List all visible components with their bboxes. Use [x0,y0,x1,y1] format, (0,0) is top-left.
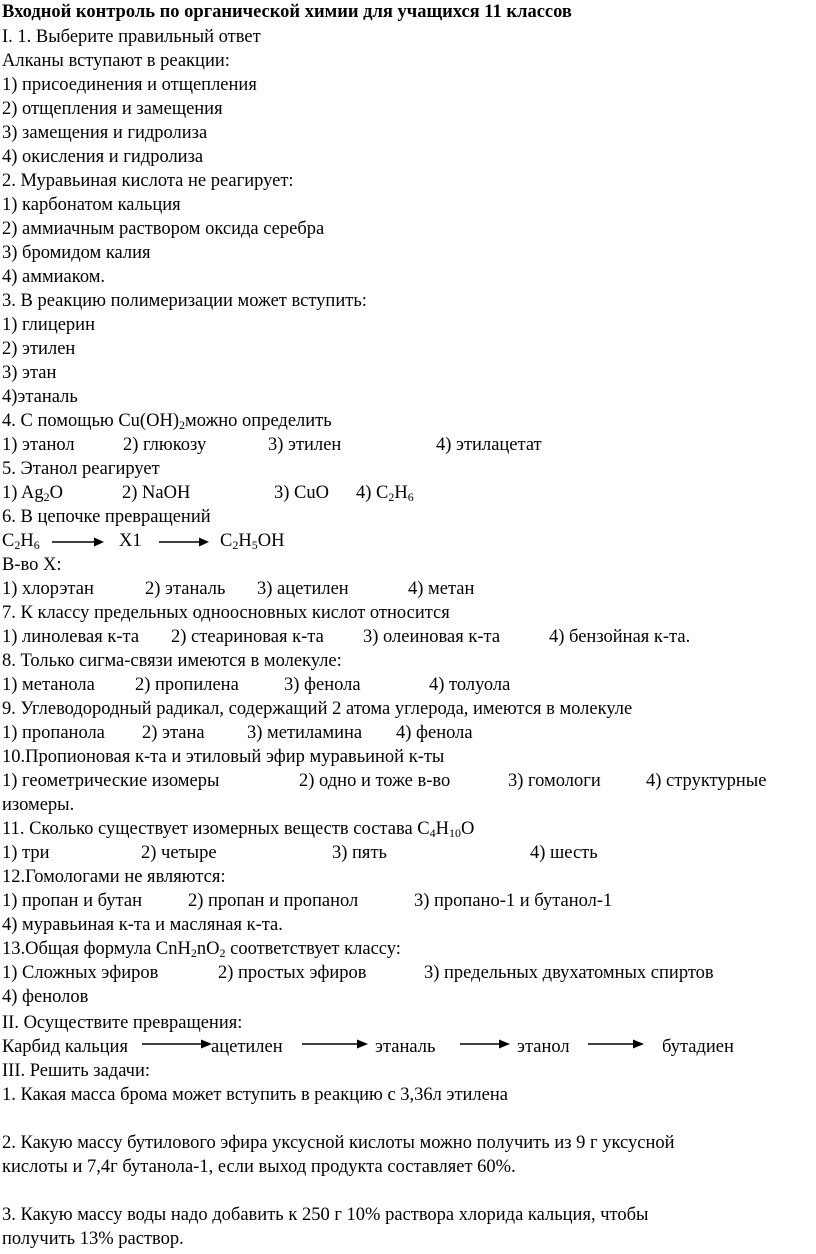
q8-option-2: 2) пропилена [135,675,239,695]
q6-stem: 6. В цепочке превращений [2,507,211,527]
part2-arrow-4-icon [588,1038,644,1050]
q4-option-2: 2) глюкозу [123,435,207,455]
q13-option-4: 4) фенолов [2,987,89,1007]
q13-option-3: 3) предельных двухатомных спиртов [424,963,714,983]
q13-options-row [2,962,802,986]
q10-option-2: 2) одно и тоже в-во [299,771,451,791]
part2-arrow-1-icon [142,1038,212,1050]
problem-2-line-1: 2. Какую массу бутилового эфира уксусной кислоты можно получить из 9 г уксусной [2,1133,675,1153]
q3-stem: 3. В реакцию полимеризации может вступить: [2,291,367,311]
q2-option-3: 3) бромидом калия [2,243,151,263]
q6-chain-row [2,530,802,554]
q6-chain-x1: X1 [119,531,142,551]
q6-option-4: 4) метан [408,579,475,599]
q6-substance-label: В-во Х: [2,555,62,575]
q5-option-3: 3) CuO [274,483,329,503]
q4-option-1: 1) этанол [2,435,75,455]
q5-option-4: 4) $C_2H_6$ [356,483,414,504]
q7-option-3: 3) олеиновая к-та [363,627,501,647]
part2-chain-step-1: Карбид кальция [2,1037,128,1057]
part2-arrow-2-icon [302,1038,368,1050]
q6-option-2: 2) этаналь [145,579,226,599]
q10-option-1: 1) геометрические изомеры [2,771,220,791]
q11-stem: 11. Сколько существует изомерных веществ состава $C_4H_{10}O$ [2,819,475,840]
q6-options-row [2,578,802,602]
q6-chain-ethanol: $C_2H_5OH$ [220,531,285,552]
q11-option-3: 3) пять [332,843,387,863]
q4-option-4: 4) этилацетат [436,435,542,455]
q1-option-2: 2) отщепления и замещения [2,99,223,119]
part2-chain-row [2,1036,802,1060]
q10-option-3: 3) гомологи [508,771,601,791]
part2-arrow-3-icon [460,1038,510,1050]
q6-option-1: 1) хлорэтан [2,579,94,599]
part2-chain-step-4: этанол [517,1037,570,1057]
q7-option-1: 1) линолевая к-та [2,627,140,647]
q9-option-1: 1) пропанола [2,723,105,743]
q8-option-4: 4) толуола [429,675,511,695]
q5-option-1: 1) $Ag_2O$ [2,483,63,504]
part2-chain-step-5: бутадиен [662,1037,734,1057]
part2-chain-step-2: ацетилен [211,1037,283,1057]
q3-option-2: 2) этилен [2,339,76,359]
q11-options-row [2,842,802,866]
q1-stem: Алканы вступают в реакции: [2,51,230,71]
problem-3-line-1: 3. Какую массу воды надо добавить к 250 г 10% раствора хлорида кальция, чтобы [2,1205,649,1225]
q13-option-1: 1) Сложных эфиров [2,963,159,983]
q5-options-row [2,482,802,506]
part2-chain-step-3: этаналь [375,1037,436,1057]
q4-options-row [2,434,802,458]
q6-chain-ethane: $C_2H_6$ [2,531,40,552]
q6-arrow-2-icon [159,536,209,548]
q12-option-3: 3) пропано-1 и бутанол-1 [414,891,613,911]
q10-option-4: 4) структурные [646,771,767,791]
q2-option-4: 4) аммиаком. [2,267,106,287]
q6-arrow-1-icon [52,536,104,548]
q2-option-1: 1) карбонатом кальция [2,195,181,215]
q11-option-2: 2) четыре [141,843,217,863]
q13-option-2: 2) простых эфиров [218,963,367,983]
problem-2-line-2: кислоты и 7,4г бутанола-1, если выход продукта составляет 60%. [2,1157,516,1177]
part2-header: II. Осуществите превращения: [2,1013,243,1033]
q9-option-2: 2) этана [142,723,205,743]
q10-options-row [2,770,802,794]
q3-option-1: 1) глицерин [2,315,95,335]
q12-options-row [2,890,802,914]
q11-option-1: 1) три [2,843,50,863]
q9-option-4: 4) фенола [396,723,473,743]
q8-option-1: 1) метанола [2,675,95,695]
q4-stem: 4. С помощью $Cu(OH)_2можно$ определить [2,411,332,432]
q12-option-1: 1) пропан и бутан [2,891,142,911]
q7-options-row [2,626,802,650]
q9-stem: 9. Углеводородный радикал, содержащий 2 атома углерода, имеются в молекуле [2,699,633,719]
q2-option-2: 2) аммиачным раствором оксида серебра [2,219,325,239]
q10-option-4-wrap: изомеры. [2,795,75,815]
q12-stem: 12.Гомологами не являются: [2,867,226,887]
q3-option-4: 4)этаналь [2,387,78,407]
q1-option-3: 3) замещения и гидролиза [2,123,208,143]
q9-options-row [2,722,802,746]
problem-1: 1. Какая масса брома может вступить в реакцию с 3,36л этилена [2,1085,508,1105]
q5-option-2: 2) NaOH [122,483,191,503]
q7-stem: 7. К классу предельных одноосновных кислот относится [2,603,450,623]
q11-option-4: 4) шесть [530,843,598,863]
q6-option-3: 3) ацетилен [257,579,349,599]
q7-option-2: 2) стеариновая к-та [171,627,324,647]
q5-stem: 5. Этанол реагирует [2,459,160,479]
q8-options-row [2,674,802,698]
q1-option-1: 1) присоединения и отщепления [2,75,257,95]
q7-option-4: 4) бензойная к-та. [549,627,691,647]
document-title: Входной контроль по органической химии для учащихся 11 классов [2,2,572,22]
q10-stem: 10.Пропионовая к-та и этиловый эфир муравьиной к-ты [2,747,445,767]
q4-option-3: 3) этилен [268,435,342,455]
q8-option-3: 3) фенола [284,675,361,695]
q12-option-2: 2) пропан и пропанол [188,891,359,911]
q12-option-4: 4) муравьиная к-та и масляная к-та. [2,915,283,935]
q1-option-4: 4) окисления и гидролиза [2,147,204,167]
q9-option-3: 3) метиламина [247,723,363,743]
problem-3-line-2: получить 13% раствор. [2,1229,184,1249]
part1-header: I. 1. Выберите правильный ответ [2,27,261,47]
part3-header: III. Решить задачи: [2,1061,151,1081]
q3-option-3: 3) этан [2,363,57,383]
q8-stem: 8. Только сигма-связи имеются в молекуле: [2,651,342,671]
q13-stem: 13.Общая формула $CnH_2nO_2$ соответствует классу: [2,939,401,960]
q2-stem: 2. Муравьиная кислота не реагирует: [2,171,294,191]
